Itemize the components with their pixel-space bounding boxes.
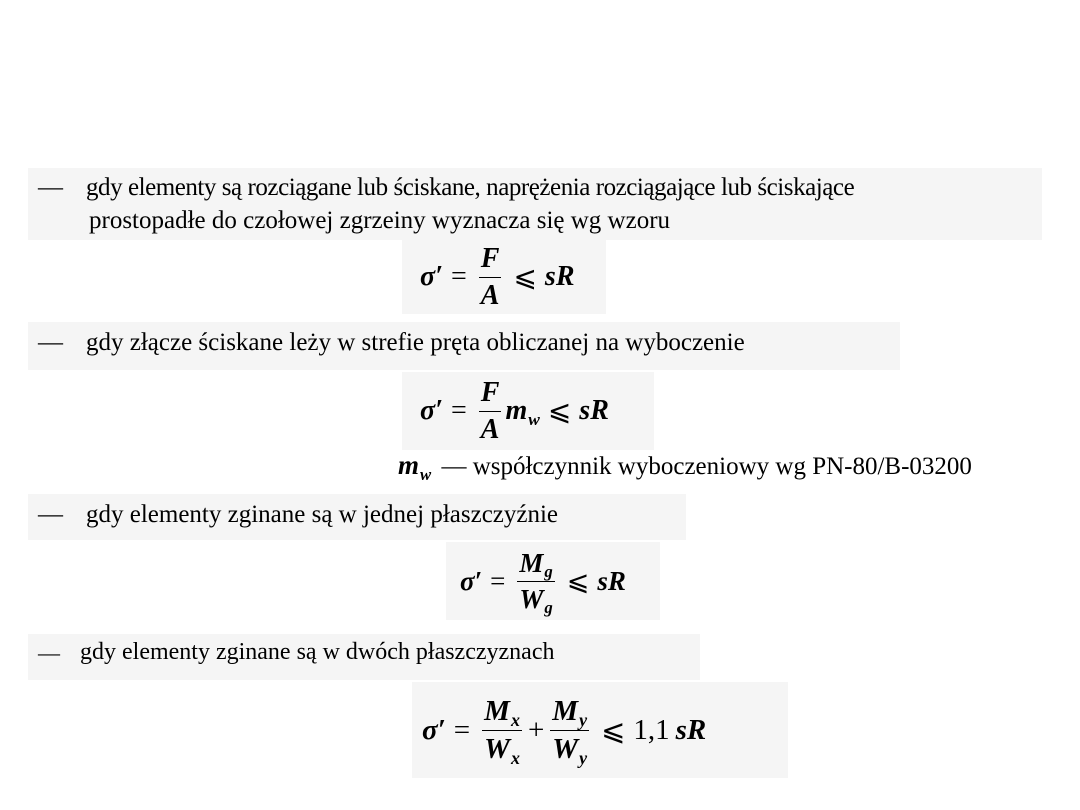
formula-4-fraction-2 [550,695,589,766]
formula-2-factor-subscript: w [528,410,540,430]
formula-2-le: ⩽ [547,396,572,427]
formula-1-lhs: σ′ [420,261,443,292]
formula-3-lhs: σ′ [460,565,483,596]
formula-4 [422,688,706,772]
formula-2-numerator: F [480,376,500,408]
item-3-bullet: — [38,501,63,528]
formula-2-denominator: A [479,411,502,446]
item-1-text-line1: gdy elementy są rozciągane lub ściskane, naprężenia rozciągające lub ściskające [86,174,855,201]
symbol-note-text: — współczynnik wyboczeniowy wg PN-80/B-03200 [441,453,972,480]
formula-2-factor [505,395,540,430]
formula-4-le: ⩽ [601,714,626,747]
formula-4-lhs: σ′ [422,713,446,746]
formula-2-rhs: sR [579,395,609,426]
formula-3-le: ⩽ [566,565,590,596]
formula-4-denominator-2: $W_y$ [550,730,589,766]
formula-4-numerator-2: $M_y$ [552,694,588,730]
item-4-text: gdy elementy zginane są w dwóch płaszczyznach [80,639,555,665]
formula-3-numerator: $M_g$ [519,547,553,582]
item-2-bullet: — [38,329,63,356]
formula-2-lhs: σ′ [420,395,443,426]
item-4-bullet: — [38,640,60,665]
formula-1-eq: = [450,261,467,292]
formula-1-denominator: A [479,277,502,312]
formula-1 [420,242,575,312]
formula-4-rhs-number: 1,1 [633,713,670,746]
formula-1-numerator: F [480,242,500,274]
formula-3 [460,545,626,617]
formula-1-rhs: sR [544,261,575,292]
item-2-text: gdy złącze ściskane leży w strefie pręta obliczanej na wyboczenie [86,329,745,356]
formula-3-denominator: $W_g$ [517,581,554,615]
formula-4-denominator-1: $W_x$ [482,730,522,766]
item-1-bullet: — [38,174,63,201]
formula-1-fraction [479,243,502,312]
formula-4-numerator-1: $M_x$ [484,694,520,730]
formula-4-plus: + [527,713,545,746]
formula-3-fraction [517,547,554,618]
item-1-text-line2: prostopadłe do czołowej zgrzeiny wyznacza się wg wzoru [89,207,671,234]
symbol-note-symbol: $m_w$ [398,450,432,484]
formula-2-factor-symbol: m [505,395,528,426]
formula-2-fraction [479,377,502,446]
formula-3-rhs: sR [597,565,626,596]
formula-4-eq: = [453,713,471,746]
formula-2-eq: = [450,395,467,426]
formula-2 [420,376,609,446]
formula-1-le: ⩽ [513,262,537,293]
formula-4-fraction-1 [482,695,522,766]
item-3-text: gdy elementy zginane są w jednej płaszczyźnie [86,501,559,528]
symbol-note [398,450,972,484]
formula-4-rhs: sR [675,713,707,746]
formula-3-eq: = [490,565,506,596]
